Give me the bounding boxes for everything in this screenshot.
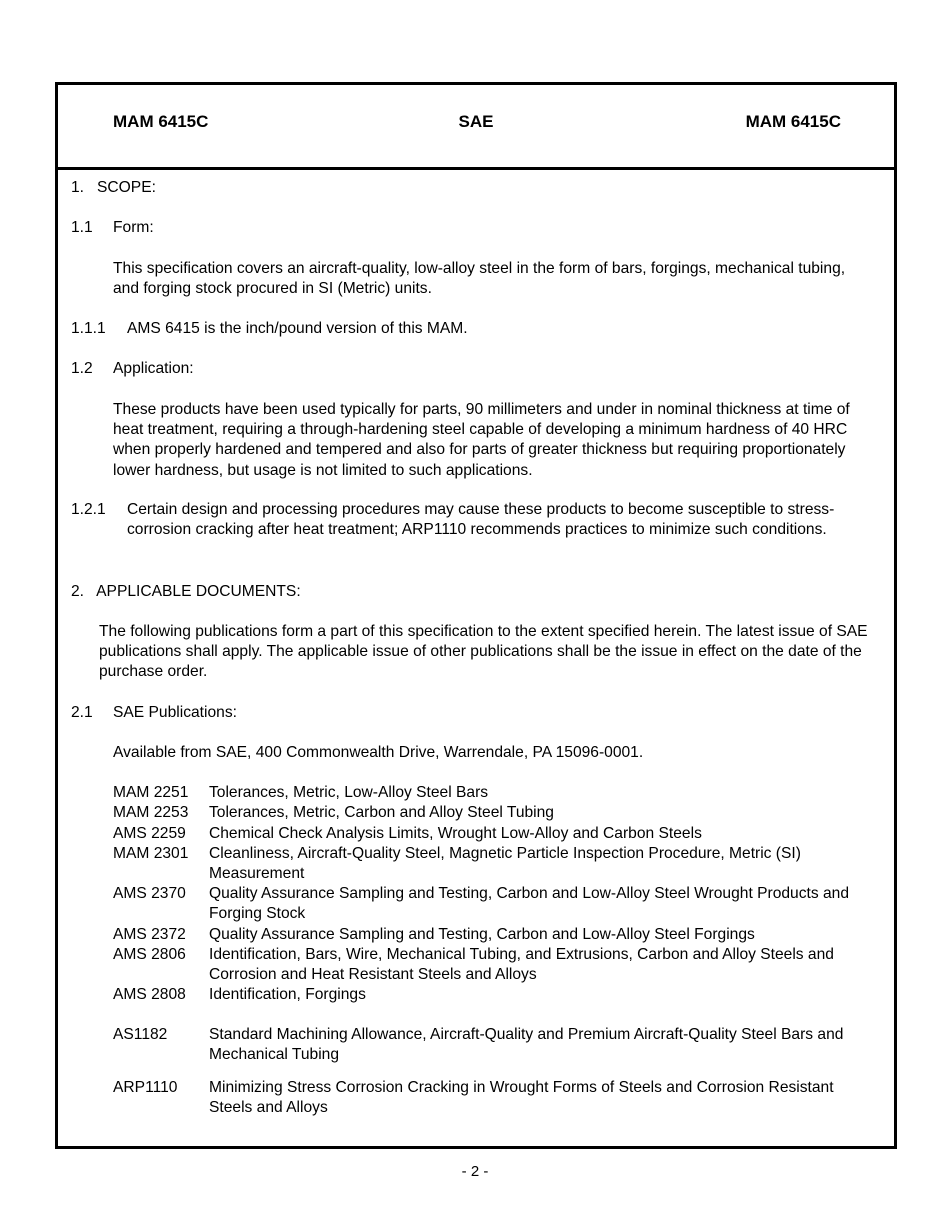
- publication-code: AMS 2372: [113, 926, 186, 943]
- section-number: 2.: [71, 583, 85, 600]
- list-item: [113, 985, 873, 1006]
- section-1-2-heading: [71, 359, 194, 379]
- section-title: APPLICABLE DOCUMENTS:: [96, 583, 301, 600]
- list-item: [113, 1078, 873, 1119]
- section-2-1-text: Available from SAE, 400 Commonwealth Drive, Warrendale, PA 15096-0001.: [113, 744, 644, 761]
- publication-title: Cleanliness, Aircraft-Quality Steel, Magnetic Particle Inspection Procedure, Metric (SI) Measurement: [209, 845, 801, 883]
- publication-code: AS1182: [113, 1026, 168, 1043]
- section-number: 1.: [71, 179, 85, 196]
- section-number: 1.1: [71, 219, 93, 236]
- section-1-1-heading: [71, 218, 154, 238]
- publication-code: AMS 2259: [113, 825, 186, 842]
- publication-title: Standard Machining Allowance, Aircraft-Quality and Premium Aircraft-Quality Steel Bars and Mechanical Tubing: [209, 1026, 844, 1064]
- publication-title: Quality Assurance Sampling and Testing, Carbon and Low-Alloy Steel Forgings: [209, 926, 755, 943]
- header-organization: SAE: [458, 112, 494, 131]
- publication-title: Identification, Forgings: [209, 986, 366, 1003]
- section-1-2-text: These products have been used typically for parts, 90 millimeters and under in nominal thickness at time of heat treatment, requiring a through-hardening steel capable of developing a minimum hardness of 40 HRC when properly hardened and tempered and also for parts of greater thickness but requiring proportionately lower hardness, but usage is not limited to such applications.: [113, 401, 850, 479]
- header-spec-number-left: MAM 6415C: [113, 112, 209, 131]
- list-item: [113, 803, 873, 824]
- list-item: [113, 945, 873, 986]
- page-frame: [55, 82, 897, 1149]
- publication-code: AMS 2370: [113, 885, 186, 902]
- section-1-heading: [71, 178, 156, 198]
- publication-code: ARP1110: [113, 1079, 178, 1096]
- section-number: 1.2: [71, 360, 93, 377]
- section-title: Application:: [113, 360, 194, 377]
- list-item: [113, 844, 873, 885]
- section-title: SAE Publications:: [113, 704, 237, 721]
- section-number: 1.2.1: [71, 501, 106, 518]
- section-2-1-heading: [71, 703, 237, 723]
- list-item: [113, 783, 873, 804]
- section-1-1-1: [71, 319, 871, 339]
- section-number: 2.1: [71, 704, 93, 721]
- section-text: AMS 6415 is the inch/pound version of this MAM.: [127, 320, 468, 337]
- publication-title: Chemical Check Analysis Limits, Wrought Low-Alloy and Carbon Steels: [209, 825, 702, 842]
- section-text: Certain design and processing procedures may cause these products to become susceptible to stress-corrosion cracking after heat treatment; ARP1110 recommends practices to minimize such conditions.: [127, 501, 835, 539]
- page-number: - 2 -: [461, 1163, 489, 1180]
- section-title: SCOPE:: [97, 179, 156, 196]
- section-2-text: The following publications form a part of this specification to the extent specified herein. The latest issue of SAE publications shall apply. The applicable issue of other publications shall be the issue in effect on the date of the purchase order.: [99, 623, 868, 681]
- section-2-heading: [71, 582, 301, 602]
- publication-code: AMS 2808: [113, 986, 186, 1003]
- publication-title: Identification, Bars, Wire, Mechanical Tubing, and Extrusions, Carbon and Alloy Steels and Corrosion and Heat Resistant Steels and Alloys: [209, 946, 834, 984]
- header-spec-number-right: MAM 6415C: [745, 112, 841, 131]
- section-1-1-text: This specification covers an aircraft-quality, low-alloy steel in the form of bars, forgings, mechanical tubing, and forging stock procured in SI (Metric) units.: [113, 260, 846, 298]
- list-item: [113, 824, 873, 845]
- section-1-2-1: [71, 500, 871, 540]
- publication-code: MAM 2301: [113, 845, 189, 862]
- publication-title: Minimizing Stress Corrosion Cracking in Wrought Forms of Steels and Corrosion Resistant Steels and Alloys: [209, 1079, 834, 1117]
- publication-title: Tolerances, Metric, Low-Alloy Steel Bars: [209, 784, 489, 801]
- publication-code: AMS 2806: [113, 946, 186, 963]
- document-header: [58, 85, 894, 170]
- publication-title: Tolerances, Metric, Carbon and Alloy Steel Tubing: [209, 804, 554, 821]
- list-item: [113, 1025, 873, 1066]
- publication-title: Quality Assurance Sampling and Testing, Carbon and Low-Alloy Steel Wrought Products and Forging Stock: [209, 885, 849, 923]
- publication-code: MAM 2251: [113, 784, 189, 801]
- section-number: 1.1.1: [71, 320, 106, 337]
- section-title: Form:: [113, 219, 154, 236]
- list-item: [113, 884, 873, 925]
- list-item: [113, 925, 873, 946]
- publication-code: MAM 2253: [113, 804, 189, 821]
